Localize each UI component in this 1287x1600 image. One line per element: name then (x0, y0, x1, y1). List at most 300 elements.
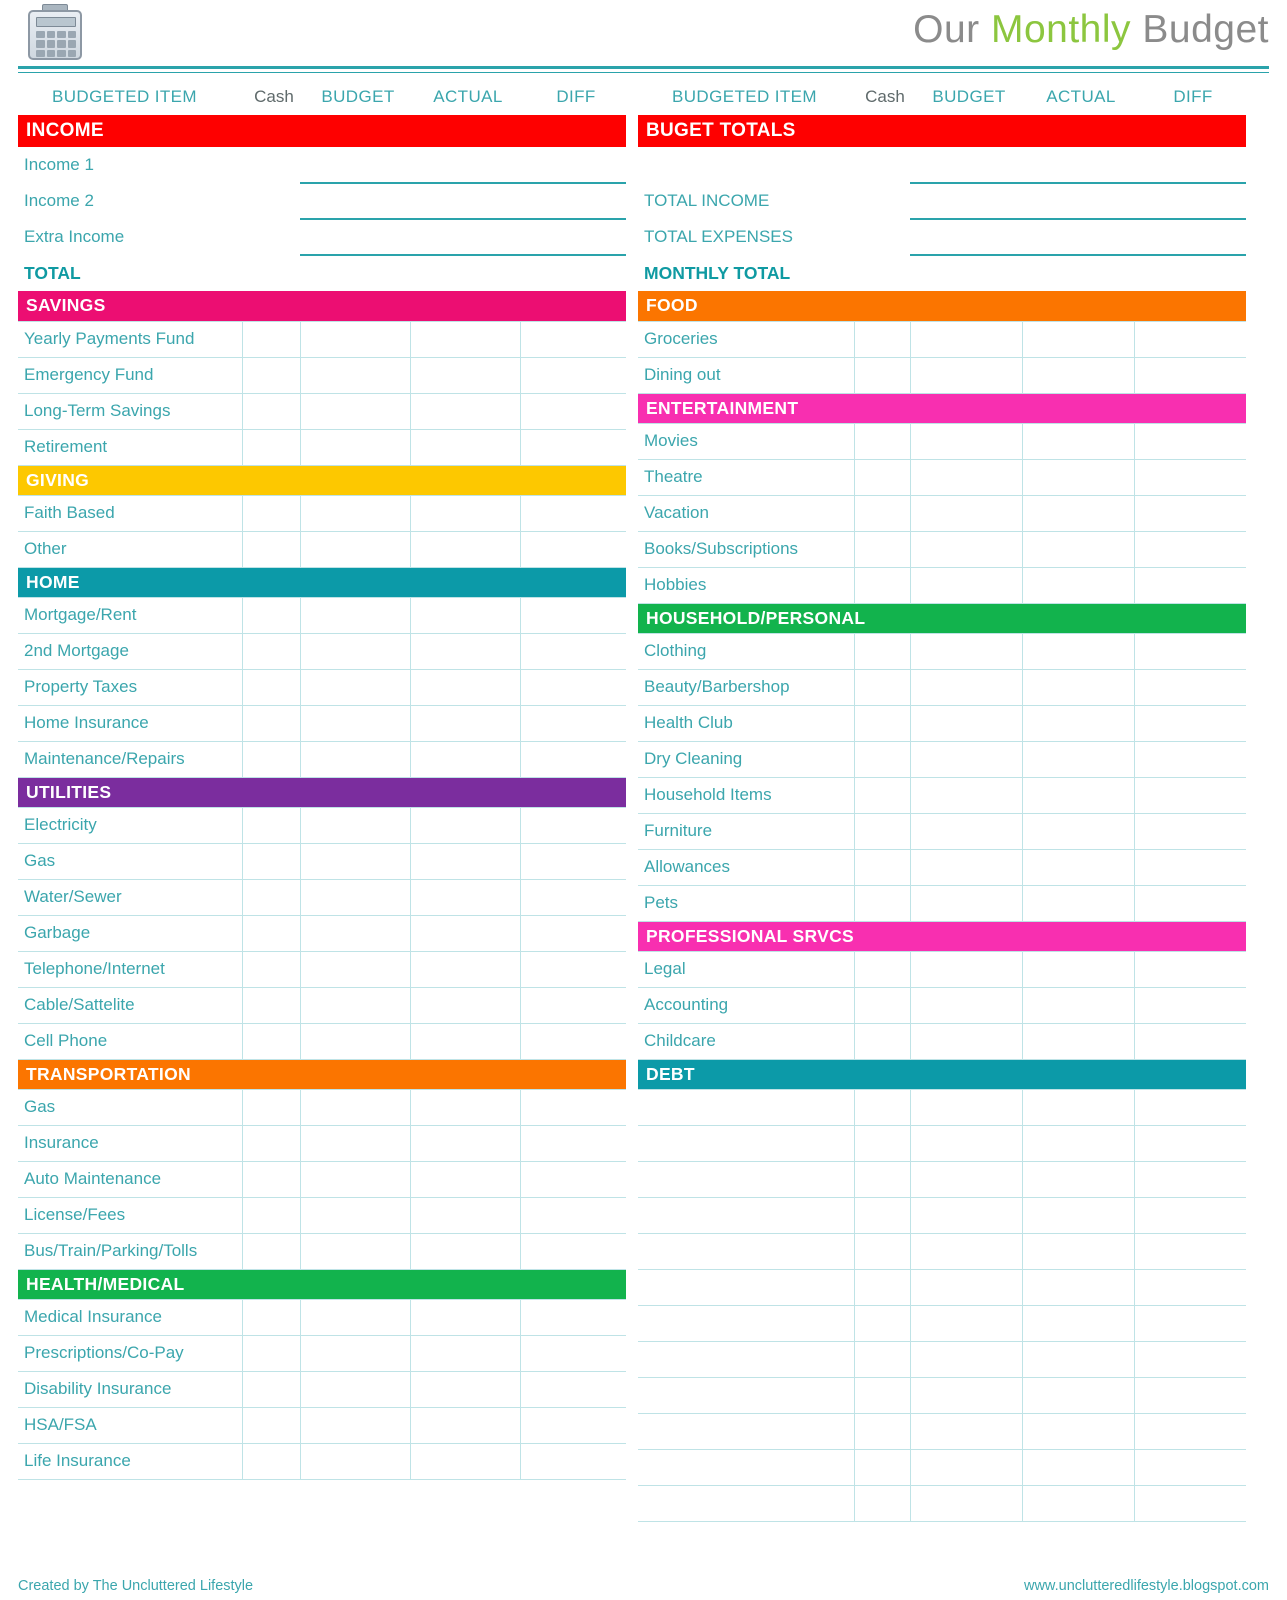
input-cell-2[interactable] (410, 879, 520, 915)
input-cell-0[interactable] (242, 393, 300, 429)
input-cell-1[interactable] (300, 1197, 410, 1233)
input-cell-0[interactable] (854, 705, 910, 741)
input-cell-3[interactable] (1134, 849, 1246, 885)
input-cell-3[interactable] (1134, 1305, 1246, 1341)
input-cell-1[interactable] (910, 1125, 1022, 1161)
row-label-home-insurance: Home Insurance (18, 705, 242, 741)
input-cell-3[interactable] (1134, 357, 1246, 393)
input-cell-0[interactable] (854, 1161, 910, 1197)
input-cell-0[interactable] (242, 1407, 300, 1443)
input-cell-1[interactable] (910, 987, 1022, 1023)
input-cell-1[interactable] (300, 357, 410, 393)
input-cell-2[interactable] (1022, 531, 1134, 567)
section-band-label: HOME (18, 567, 626, 597)
input-cell-2[interactable] (410, 1371, 520, 1407)
input-cell-2[interactable] (410, 597, 520, 633)
input-cell-3[interactable] (520, 1371, 626, 1407)
input-cell-2[interactable] (1022, 885, 1134, 921)
row-label-furniture: Furniture (638, 813, 854, 849)
input-cell-3[interactable] (520, 915, 626, 951)
input-cell-1[interactable] (300, 597, 410, 633)
table-row (638, 777, 1246, 813)
input-cell-0[interactable] (242, 1197, 300, 1233)
input-cell-2[interactable] (1022, 633, 1134, 669)
input-cell-3[interactable] (520, 741, 626, 777)
input-cell-2[interactable] (410, 1233, 520, 1269)
table-row (638, 1485, 1246, 1521)
header-rule-thick (18, 66, 1269, 69)
section-band-label: SAVINGS (18, 291, 626, 321)
input-cell-2[interactable] (1022, 1233, 1134, 1269)
input-cell-3[interactable] (1134, 1089, 1246, 1125)
input-cell-2[interactable] (1022, 1161, 1134, 1197)
input-cell-0[interactable] (854, 1197, 910, 1233)
input-cell-1[interactable] (910, 1341, 1022, 1377)
input-cell-3[interactable] (520, 1161, 626, 1197)
input-cell-3[interactable] (1134, 951, 1246, 987)
input-cell-0[interactable] (242, 879, 300, 915)
input-cell-0[interactable] (854, 1023, 910, 1059)
input-cell-0[interactable] (854, 147, 910, 183)
input-cell-0[interactable] (854, 813, 910, 849)
row-label-childcare: Childcare (638, 1023, 854, 1059)
total-cell-0[interactable] (242, 255, 300, 291)
input-cell-1[interactable] (910, 321, 1022, 357)
input-cell-0[interactable] (242, 915, 300, 951)
input-cell-2[interactable] (410, 357, 520, 393)
input-cell-0[interactable] (854, 669, 910, 705)
calculator-icon (28, 4, 86, 60)
input-cell-1[interactable] (300, 669, 410, 705)
input-cell-1[interactable] (300, 1161, 410, 1197)
input-cell-2[interactable] (410, 1443, 520, 1479)
input-cell-2[interactable] (410, 1197, 520, 1233)
input-cell-0[interactable] (854, 1089, 910, 1125)
input-cell-3[interactable] (520, 1125, 626, 1161)
table-row (18, 1197, 626, 1233)
input-cell-3[interactable] (1134, 531, 1246, 567)
input-cell-2[interactable] (410, 951, 520, 987)
input-cell-0[interactable] (242, 321, 300, 357)
input-cell-0[interactable] (854, 1233, 910, 1269)
input-cell-1[interactable] (910, 1305, 1022, 1341)
input-cell-3[interactable] (1134, 1197, 1246, 1233)
input-cell-0[interactable] (242, 1443, 300, 1479)
input-cell-0[interactable] (242, 147, 300, 183)
input-cell-1[interactable] (910, 1485, 1022, 1521)
input-cell-2[interactable] (1022, 495, 1134, 531)
total-cell-1[interactable] (300, 255, 410, 291)
input-cell-0[interactable] (242, 531, 300, 567)
input-cell-2[interactable] (410, 843, 520, 879)
input-cell-1[interactable] (300, 741, 410, 777)
input-cell-1[interactable] (300, 987, 410, 1023)
input-cell-1[interactable] (910, 183, 1022, 219)
table-row (638, 1341, 1246, 1377)
table-row (638, 357, 1246, 393)
input-cell-1[interactable] (910, 1269, 1022, 1305)
footer-url[interactable]: www.unclutteredlifestyle.blogspot.com (1023, 1578, 1269, 1594)
input-cell-3[interactable] (520, 531, 626, 567)
table-row (638, 531, 1246, 567)
input-cell-1[interactable] (300, 495, 410, 531)
input-cell-2[interactable] (410, 807, 520, 843)
input-cell-1[interactable] (300, 147, 410, 183)
input-cell-0[interactable] (854, 495, 910, 531)
total-cell-0[interactable] (854, 255, 910, 291)
input-cell-2[interactable] (410, 183, 520, 219)
input-cell-2[interactable] (410, 705, 520, 741)
input-cell-0[interactable] (242, 1335, 300, 1371)
input-cell-0[interactable] (242, 951, 300, 987)
input-cell-1[interactable] (910, 669, 1022, 705)
input-cell-2[interactable] (410, 219, 520, 255)
input-cell-2[interactable] (1022, 705, 1134, 741)
input-cell-3[interactable] (520, 147, 626, 183)
input-cell-0[interactable] (242, 1299, 300, 1335)
right-header-diff-4: DIFF (1173, 87, 1213, 106)
input-cell-3[interactable] (520, 321, 626, 357)
input-cell-2[interactable] (1022, 459, 1134, 495)
input-cell-3[interactable] (1134, 1269, 1246, 1305)
input-cell-0[interactable] (854, 1377, 910, 1413)
row-label-blank (638, 1341, 854, 1377)
input-cell-3[interactable] (520, 705, 626, 741)
table-row (638, 567, 1246, 603)
input-cell-0[interactable] (242, 495, 300, 531)
income-row-total-income (638, 183, 1246, 219)
input-cell-0[interactable] (854, 633, 910, 669)
input-cell-3[interactable] (1134, 669, 1246, 705)
input-cell-0[interactable] (242, 1371, 300, 1407)
input-cell-2[interactable] (1022, 1485, 1134, 1521)
input-cell-2[interactable] (1022, 567, 1134, 603)
input-cell-3[interactable] (520, 357, 626, 393)
input-cell-1[interactable] (300, 915, 410, 951)
input-cell-1[interactable] (910, 1449, 1022, 1485)
table-row (638, 633, 1246, 669)
input-cell-0[interactable] (854, 1269, 910, 1305)
input-cell-0[interactable] (854, 1449, 910, 1485)
input-cell-0[interactable] (854, 1305, 910, 1341)
input-cell-1[interactable] (910, 1023, 1022, 1059)
input-cell-1[interactable] (910, 1233, 1022, 1269)
input-cell-3[interactable] (1134, 1125, 1246, 1161)
input-cell-0[interactable] (242, 705, 300, 741)
row-label-blank (638, 1269, 854, 1305)
input-cell-1[interactable] (910, 357, 1022, 393)
input-cell-2[interactable] (1022, 777, 1134, 813)
input-cell-1[interactable] (300, 1371, 410, 1407)
input-cell-2[interactable] (1022, 1341, 1134, 1377)
input-cell-3[interactable] (1134, 1161, 1246, 1197)
input-cell-3[interactable] (520, 633, 626, 669)
input-cell-2[interactable] (1022, 669, 1134, 705)
input-cell-3[interactable] (1134, 495, 1246, 531)
input-cell-3[interactable] (1134, 1233, 1246, 1269)
input-cell-1[interactable] (300, 633, 410, 669)
input-cell-1[interactable] (300, 393, 410, 429)
input-cell-3[interactable] (1134, 1485, 1246, 1521)
input-cell-2[interactable] (410, 1125, 520, 1161)
input-cell-1[interactable] (300, 843, 410, 879)
input-cell-2[interactable] (1022, 219, 1134, 255)
input-cell-1[interactable] (910, 633, 1022, 669)
input-cell-3[interactable] (520, 1233, 626, 1269)
input-cell-2[interactable] (1022, 183, 1134, 219)
input-cell-3[interactable] (1134, 423, 1246, 459)
input-cell-3[interactable] (520, 843, 626, 879)
input-cell-3[interactable] (1134, 1377, 1246, 1413)
input-cell-0[interactable] (242, 357, 300, 393)
row-label-gas: Gas (18, 1089, 242, 1125)
input-cell-3[interactable] (1134, 183, 1246, 219)
input-cell-0[interactable] (242, 219, 300, 255)
input-cell-3[interactable] (1134, 1413, 1246, 1449)
input-cell-1[interactable] (910, 423, 1022, 459)
input-cell-2[interactable] (1022, 147, 1134, 183)
input-cell-3[interactable] (520, 987, 626, 1023)
input-cell-0[interactable] (242, 1089, 300, 1125)
input-cell-3[interactable] (520, 879, 626, 915)
input-cell-0[interactable] (854, 1485, 910, 1521)
input-cell-2[interactable] (410, 1161, 520, 1197)
input-cell-2[interactable] (410, 495, 520, 531)
row-label-blank (638, 1089, 854, 1125)
input-cell-0[interactable] (242, 597, 300, 633)
input-cell-1[interactable] (910, 219, 1022, 255)
input-cell-1[interactable] (910, 705, 1022, 741)
section-band-label: DEBT (638, 1059, 1246, 1089)
input-cell-3[interactable] (1134, 147, 1246, 183)
row-label-telephone-internet: Telephone/Internet (18, 951, 242, 987)
input-cell-3[interactable] (520, 951, 626, 987)
input-cell-2[interactable] (1022, 987, 1134, 1023)
input-cell-0[interactable] (854, 987, 910, 1023)
input-cell-2[interactable] (410, 429, 520, 465)
input-cell-0[interactable] (242, 741, 300, 777)
input-cell-1[interactable] (910, 1197, 1022, 1233)
input-cell-1[interactable] (300, 951, 410, 987)
input-cell-3[interactable] (1134, 777, 1246, 813)
input-cell-2[interactable] (1022, 1089, 1134, 1125)
input-cell-1[interactable] (910, 849, 1022, 885)
input-cell-0[interactable] (854, 531, 910, 567)
input-cell-1[interactable] (910, 1089, 1022, 1125)
input-cell-1[interactable] (910, 1377, 1022, 1413)
input-cell-1[interactable] (910, 531, 1022, 567)
input-cell-1[interactable] (910, 495, 1022, 531)
input-cell-3[interactable] (1134, 321, 1246, 357)
input-cell-3[interactable] (520, 1197, 626, 1233)
input-cell-2[interactable] (410, 531, 520, 567)
input-cell-0[interactable] (242, 183, 300, 219)
input-cell-2[interactable] (1022, 357, 1134, 393)
input-cell-3[interactable] (1134, 885, 1246, 921)
input-cell-3[interactable] (520, 183, 626, 219)
input-cell-1[interactable] (910, 567, 1022, 603)
input-cell-0[interactable] (854, 423, 910, 459)
table-row (18, 807, 626, 843)
input-cell-3[interactable] (1134, 219, 1246, 255)
right-header-cash-1: Cash (865, 87, 905, 106)
input-cell-0[interactable] (242, 633, 300, 669)
input-cell-0[interactable] (242, 1233, 300, 1269)
input-cell-1[interactable] (300, 1125, 410, 1161)
input-cell-1[interactable] (300, 183, 410, 219)
input-cell-1[interactable] (910, 459, 1022, 495)
input-cell-3[interactable] (520, 1299, 626, 1335)
input-cell-2[interactable] (410, 393, 520, 429)
input-cell-1[interactable] (300, 1299, 410, 1335)
input-cell-0[interactable] (242, 987, 300, 1023)
input-cell-3[interactable] (1134, 1023, 1246, 1059)
input-cell-0[interactable] (242, 669, 300, 705)
input-cell-2[interactable] (1022, 1305, 1134, 1341)
input-cell-1[interactable] (300, 705, 410, 741)
input-cell-2[interactable] (1022, 1269, 1134, 1305)
input-cell-0[interactable] (854, 219, 910, 255)
input-cell-1[interactable] (910, 1413, 1022, 1449)
input-cell-2[interactable] (1022, 423, 1134, 459)
input-cell-2[interactable] (410, 1089, 520, 1125)
input-cell-1[interactable] (300, 1443, 410, 1479)
input-cell-2[interactable] (410, 669, 520, 705)
section-band-savings (18, 291, 626, 321)
input-cell-3[interactable] (1134, 741, 1246, 777)
input-cell-0[interactable] (854, 951, 910, 987)
input-cell-3[interactable] (520, 1023, 626, 1059)
row-label-hobbies: Hobbies (638, 567, 854, 603)
input-cell-1[interactable] (910, 951, 1022, 987)
input-cell-1[interactable] (300, 807, 410, 843)
input-cell-3[interactable] (1134, 987, 1246, 1023)
input-cell-1[interactable] (910, 813, 1022, 849)
total-cell-2[interactable] (410, 255, 520, 291)
input-cell-2[interactable] (1022, 1377, 1134, 1413)
section-band-debt (638, 1059, 1246, 1089)
input-cell-3[interactable] (1134, 705, 1246, 741)
input-cell-3[interactable] (520, 1443, 626, 1479)
input-cell-1[interactable] (300, 321, 410, 357)
input-cell-1[interactable] (300, 1407, 410, 1443)
total-cell-2[interactable] (1022, 255, 1134, 291)
input-cell-3[interactable] (520, 1335, 626, 1371)
input-cell-3[interactable] (520, 807, 626, 843)
input-cell-2[interactable] (1022, 1023, 1134, 1059)
input-cell-3[interactable] (1134, 567, 1246, 603)
input-cell-3[interactable] (520, 495, 626, 531)
input-cell-0[interactable] (854, 777, 910, 813)
input-cell-0[interactable] (854, 1341, 910, 1377)
table-row (18, 1023, 626, 1059)
input-cell-2[interactable] (410, 741, 520, 777)
table-row (18, 915, 626, 951)
input-cell-2[interactable] (410, 1023, 520, 1059)
input-cell-0[interactable] (854, 459, 910, 495)
right-header-budget-2: BUDGET (932, 87, 1006, 106)
input-cell-1[interactable] (300, 879, 410, 915)
input-cell-2[interactable] (1022, 1197, 1134, 1233)
section-band-label: FOOD (638, 291, 1246, 321)
input-cell-0[interactable] (854, 1413, 910, 1449)
table-row (18, 597, 626, 633)
input-cell-0[interactable] (854, 885, 910, 921)
input-cell-3[interactable] (520, 429, 626, 465)
input-cell-2[interactable] (1022, 1449, 1134, 1485)
input-cell-0[interactable] (242, 1161, 300, 1197)
input-cell-0[interactable] (854, 849, 910, 885)
input-cell-2[interactable] (1022, 741, 1134, 777)
input-cell-2[interactable] (410, 915, 520, 951)
input-cell-0[interactable] (854, 741, 910, 777)
input-cell-1[interactable] (910, 777, 1022, 813)
input-cell-2[interactable] (410, 321, 520, 357)
input-cell-2[interactable] (1022, 1125, 1134, 1161)
input-cell-2[interactable] (410, 147, 520, 183)
input-cell-3[interactable] (520, 597, 626, 633)
input-cell-2[interactable] (410, 1407, 520, 1443)
input-cell-3[interactable] (1134, 813, 1246, 849)
input-cell-2[interactable] (1022, 951, 1134, 987)
input-cell-2[interactable] (410, 987, 520, 1023)
input-cell-0[interactable] (854, 1125, 910, 1161)
input-cell-2[interactable] (410, 633, 520, 669)
table-row (638, 1377, 1246, 1413)
input-cell-1[interactable] (910, 741, 1022, 777)
input-cell-2[interactable] (1022, 813, 1134, 849)
input-cell-2[interactable] (1022, 849, 1134, 885)
input-cell-3[interactable] (520, 1407, 626, 1443)
input-cell-3[interactable] (1134, 1341, 1246, 1377)
input-cell-3[interactable] (1134, 1449, 1246, 1485)
input-cell-0[interactable] (854, 357, 910, 393)
input-cell-1[interactable] (910, 147, 1022, 183)
input-cell-1[interactable] (300, 1233, 410, 1269)
input-cell-1[interactable] (300, 531, 410, 567)
input-cell-0[interactable] (854, 183, 910, 219)
input-cell-0[interactable] (242, 429, 300, 465)
input-cell-0[interactable] (242, 807, 300, 843)
input-cell-2[interactable] (410, 1299, 520, 1335)
input-cell-1[interactable] (300, 1023, 410, 1059)
input-cell-3[interactable] (520, 1089, 626, 1125)
input-cell-0[interactable] (854, 321, 910, 357)
input-cell-2[interactable] (1022, 1413, 1134, 1449)
input-cell-1[interactable] (300, 1335, 410, 1371)
table-row (638, 1449, 1246, 1485)
input-cell-3[interactable] (520, 393, 626, 429)
input-cell-2[interactable] (410, 1335, 520, 1371)
input-cell-0[interactable] (242, 1125, 300, 1161)
input-cell-3[interactable] (1134, 459, 1246, 495)
input-cell-1[interactable] (300, 219, 410, 255)
input-cell-0[interactable] (854, 567, 910, 603)
total-cell-3[interactable] (1134, 255, 1246, 291)
input-cell-0[interactable] (242, 843, 300, 879)
input-cell-3[interactable] (1134, 633, 1246, 669)
input-cell-1[interactable] (910, 885, 1022, 921)
total-cell-1[interactable] (910, 255, 1022, 291)
input-cell-3[interactable] (520, 219, 626, 255)
input-cell-3[interactable] (520, 669, 626, 705)
total-cell-3[interactable] (520, 255, 626, 291)
input-cell-1[interactable] (300, 1089, 410, 1125)
input-cell-0[interactable] (242, 1023, 300, 1059)
input-cell-2[interactable] (1022, 321, 1134, 357)
input-cell-1[interactable] (910, 1161, 1022, 1197)
input-cell-1[interactable] (300, 429, 410, 465)
